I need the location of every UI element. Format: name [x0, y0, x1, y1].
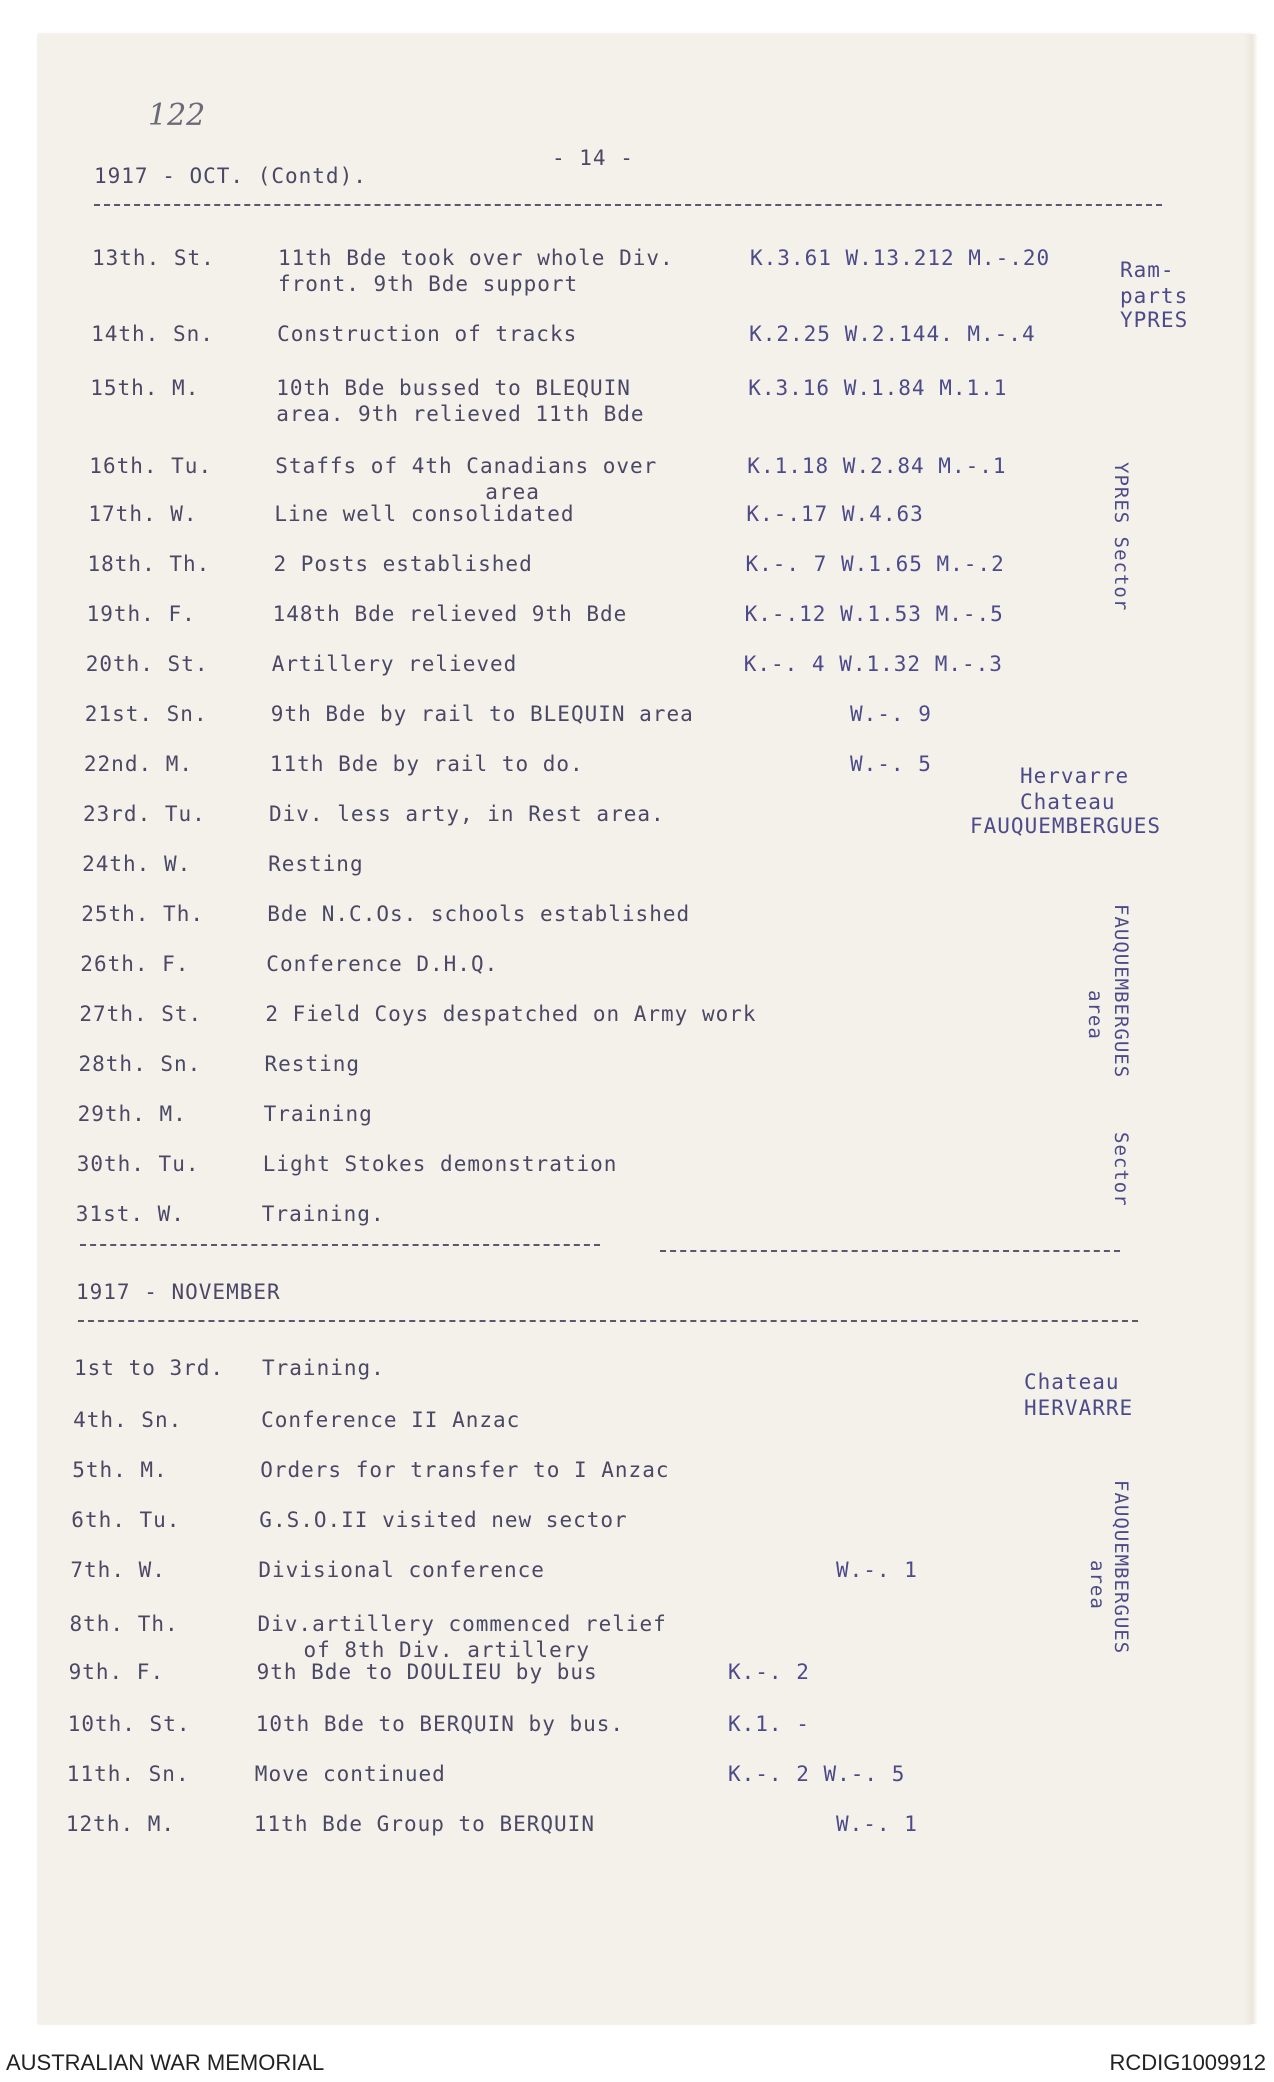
entry-date: 7th. W. — [70, 1558, 166, 1582]
entry-event: 11th Bde took over whole Div. — [278, 246, 674, 270]
entry-event: Staffs of 4th Canadians over — [275, 454, 658, 478]
entry-event-continued: of 8th Div. artillery — [303, 1638, 591, 1662]
location-ypres: YPRES — [1120, 308, 1189, 332]
entry-event: Resting — [264, 1052, 361, 1076]
entry-date: 25th. Th. — [81, 902, 204, 926]
footer-record-id: RCDIG1009912 — [1109, 2050, 1266, 2075]
page-number: - 14 - — [552, 146, 634, 170]
document-page — [38, 34, 1252, 2024]
entry-date: 12th. M. — [65, 1812, 176, 1836]
entry-event: 9th Bde by rail to BLEQUIN area — [270, 702, 694, 726]
divider — [660, 1250, 1120, 1252]
entry-date: 29th. M. — [77, 1102, 187, 1126]
entry-date: 24th. W. — [82, 852, 192, 876]
entry-date: 21st. Sn. — [84, 702, 208, 726]
entry-event: Bde N.C.Os. schools established — [267, 902, 691, 926]
location-hervarre: Hervarre — [1020, 764, 1130, 788]
location-fauquembergues: FAUQUEMBERGUES — [970, 814, 1162, 838]
entry-casualties: K.-. 7 W.1.65 M.-.2 — [745, 552, 1005, 576]
entry-event: Training. — [261, 1202, 385, 1226]
entry-event-continued: area. 9th relieved 11th Bde — [276, 402, 645, 426]
section-heading-november: 1917 - NOVEMBER — [76, 1280, 281, 1304]
entry-event: Divisional conference — [258, 1558, 545, 1582]
entry-date: 31st. W. — [75, 1202, 185, 1226]
entry-date: 15th. M. — [90, 376, 200, 400]
entry-casualties: K.1.18 W.2.84 M.-.1 — [747, 454, 1007, 478]
entry-date: 20th. St. — [85, 652, 209, 676]
entry-casualties: K.-. 2 — [728, 1660, 810, 1684]
entry-event: 9th Bde to DOULIEU by bus — [256, 1660, 598, 1684]
entry-date: 9th. F. — [68, 1660, 165, 1684]
entry-event: Move continued — [254, 1762, 446, 1786]
entry-date: 16th. Tu. — [89, 454, 213, 478]
entry-event: 2 Field Coys despatched on Army work — [265, 1002, 757, 1026]
entry-date: 22nd. M. — [83, 752, 194, 776]
entry-casualties: K.-. 2 W.-. 5 — [728, 1762, 906, 1786]
entry-event: 11th Bde by rail to do. — [269, 752, 584, 776]
location-chateau: Chateau — [1020, 790, 1116, 814]
entry-event: 148th Bde relieved 9th Bde — [272, 602, 628, 626]
entry-event: 10th Bde to BERQUIN by bus. — [255, 1712, 625, 1736]
entry-event: Resting — [268, 852, 364, 876]
location-area-label: area — [1086, 1560, 1108, 1610]
entry-casualties: W.-. 5 — [850, 752, 932, 776]
entry-date: 13th. St. — [92, 246, 215, 270]
entry-casualties: K.2.25 W.2.144. M.-.4 — [749, 322, 1036, 346]
entry-casualties: K.-.12 W.1.53 M.-.5 — [744, 602, 1004, 626]
entry-event: Light Stokes demonstration — [262, 1152, 618, 1176]
entry-event: Training. — [262, 1356, 385, 1380]
entry-event: Div.artillery commenced relief — [257, 1612, 667, 1636]
entry-casualties: K.3.61 W.13.212 M.-.20 — [750, 246, 1051, 270]
entry-event: Artillery relieved — [271, 652, 518, 676]
entry-date: 11th. Sn. — [66, 1762, 190, 1786]
entry-date: 10th. St. — [67, 1712, 191, 1736]
entry-date: 27th. St. — [79, 1002, 203, 1026]
entry-casualties: W.-. 1 — [836, 1812, 918, 1836]
entry-date: 18th. Th. — [87, 552, 211, 576]
footer-institution: AUSTRALIAN WAR MEMORIAL — [6, 2050, 325, 2075]
entry-date: 17th. W. — [88, 502, 198, 526]
location-ramparts: parts — [1120, 284, 1189, 308]
entry-date: 23rd. Tu. — [83, 802, 206, 826]
location-sector-label: Sector — [1110, 1132, 1132, 1207]
entry-date: 1st to 3rd. — [74, 1356, 225, 1380]
location-chateau: Chateau — [1024, 1370, 1120, 1394]
entry-event: Conference II Anzac — [261, 1408, 521, 1432]
location-ypres-sector: YPRES Sector — [1110, 462, 1132, 612]
entry-date: 8th. Th. — [69, 1612, 179, 1636]
entry-casualties: K.-.17 W.4.63 — [746, 502, 924, 526]
location-fauquembergues-area: FAUQUEMBERGUES — [1110, 1480, 1132, 1655]
entry-casualties: W.-. 1 — [836, 1558, 918, 1582]
entry-date: 30th. Tu. — [76, 1152, 200, 1176]
entry-event: 11th Bde Group to BERQUIN — [253, 1812, 595, 1836]
section-heading-october: 1917 - OCT. (Contd). — [94, 164, 367, 188]
entry-date: 6th. Tu. — [71, 1508, 181, 1532]
entry-casualties: K.3.16 W.1.84 M.1.1 — [748, 376, 1008, 400]
entry-event: 10th Bde bussed to BLEQUIN — [276, 376, 631, 400]
entry-event: 2 Posts established — [273, 552, 533, 576]
location-hervarre: HERVARRE — [1024, 1396, 1134, 1420]
entry-date: 26th. F. — [80, 952, 190, 976]
entry-date: 4th. Sn. — [73, 1408, 183, 1432]
entry-event-continued: front. 9th Bde support — [278, 272, 579, 296]
entry-event: Conference D.H.Q. — [266, 952, 499, 976]
location-area-label: area — [1084, 990, 1106, 1040]
entry-event: Line well consolidated — [274, 502, 575, 526]
entry-event: Training — [263, 1102, 373, 1126]
entry-event: Construction of tracks — [277, 322, 578, 346]
entry-event: G.S.O.II visited new sector — [259, 1508, 628, 1532]
divider — [78, 1320, 1138, 1322]
entry-event: Orders for transfer to I Anzac — [260, 1458, 670, 1482]
entry-date: 28th. Sn. — [78, 1052, 202, 1076]
entry-casualties: K.1. - — [728, 1712, 810, 1736]
entry-date: 5th. M. — [72, 1458, 168, 1482]
location-fauquembergues-area: FAUQUEMBERGUES — [1110, 904, 1132, 1079]
entry-event-continued: area — [485, 480, 540, 504]
entry-casualties: W.-. 9 — [850, 702, 932, 726]
entry-date: 19th. F. — [86, 602, 196, 626]
entry-date: 14th. Sn. — [91, 322, 214, 346]
divider — [80, 1244, 600, 1246]
entry-event: Div. less arty, in Rest area. — [269, 802, 665, 826]
entry-casualties: K.-. 4 W.1.32 M.-.3 — [743, 652, 1003, 676]
divider — [94, 204, 1162, 206]
location-ramparts: Ram- — [1120, 258, 1175, 282]
folio-number: 122 — [148, 98, 206, 133]
